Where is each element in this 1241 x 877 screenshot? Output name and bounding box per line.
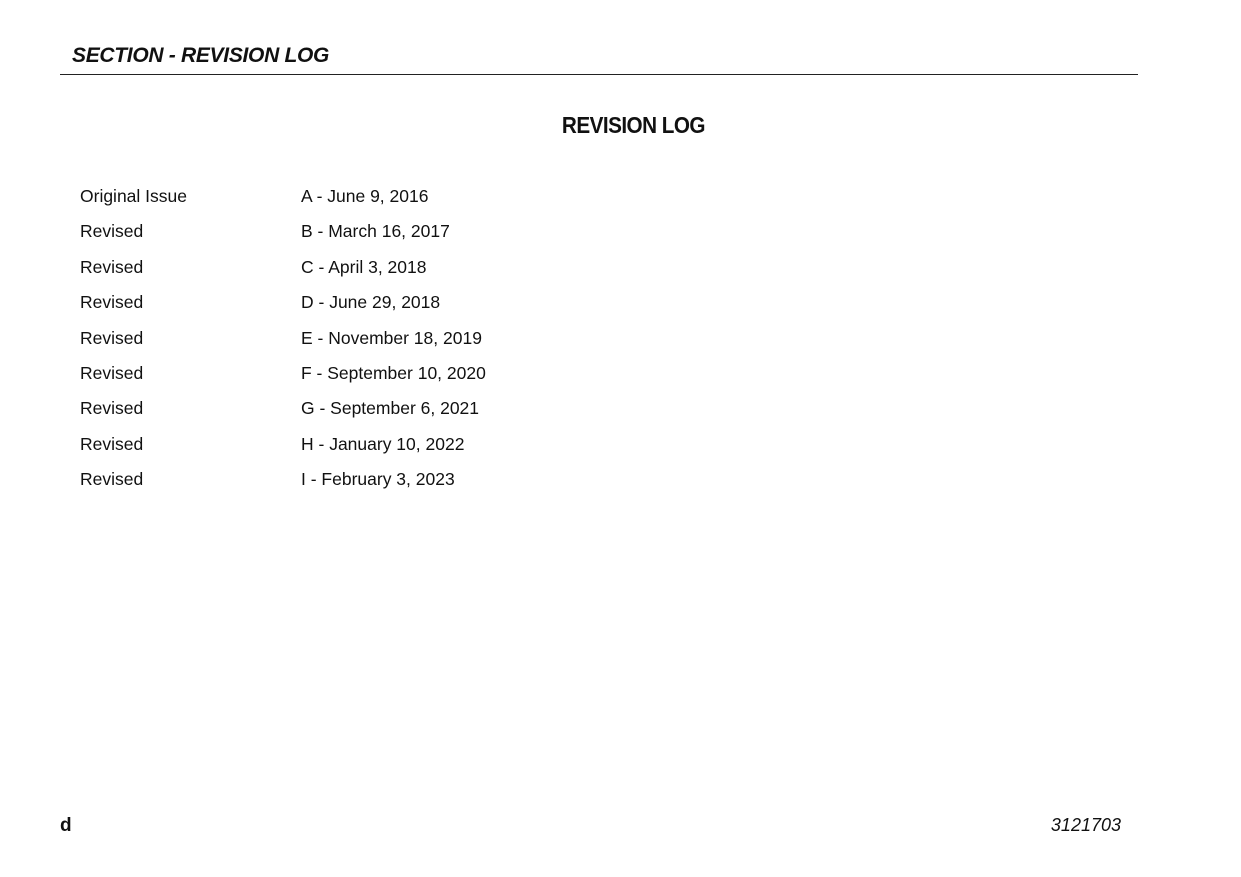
revision-row [80,217,600,252]
revision-row [80,359,600,394]
revision-row [80,394,600,429]
revision-row [80,430,600,465]
revision-status: Original Issue [80,186,187,206]
document-number: 3121703 [1050,815,1121,835]
revision-row [80,324,600,359]
revision-date: B - March 16, 2017 [301,221,450,242]
revision-table [80,182,600,501]
revision-status: Revised [80,362,144,383]
header-divider [60,74,1138,75]
section-header: SECTION - REVISION LOG [72,44,330,67]
revision-date: H - January 10, 2022 [301,433,465,454]
revision-date: A - June 9, 2016 [301,186,429,206]
revision-date: F - September 10, 2020 [301,362,486,383]
page-title: REVISION LOG [561,112,705,138]
revision-date: C - April 3, 2018 [301,256,427,277]
revision-status: Revised [80,292,144,313]
revision-row [80,465,600,500]
revision-date: G - September 6, 2021 [301,398,480,419]
revision-status: Revised [80,469,144,490]
revision-date: E - November 18, 2019 [301,327,482,348]
revision-status: Revised [80,256,144,277]
revision-row [80,288,600,323]
revision-row [80,253,600,288]
revision-status: Revised [80,221,144,242]
revision-date: D - June 29, 2018 [301,292,441,313]
revision-status: Revised [80,327,144,348]
revision-row [80,182,600,217]
page-letter: d [60,815,72,836]
revision-status: Revised [80,398,144,419]
revision-date: I - February 3, 2023 [301,469,455,490]
revision-status: Revised [80,433,144,454]
